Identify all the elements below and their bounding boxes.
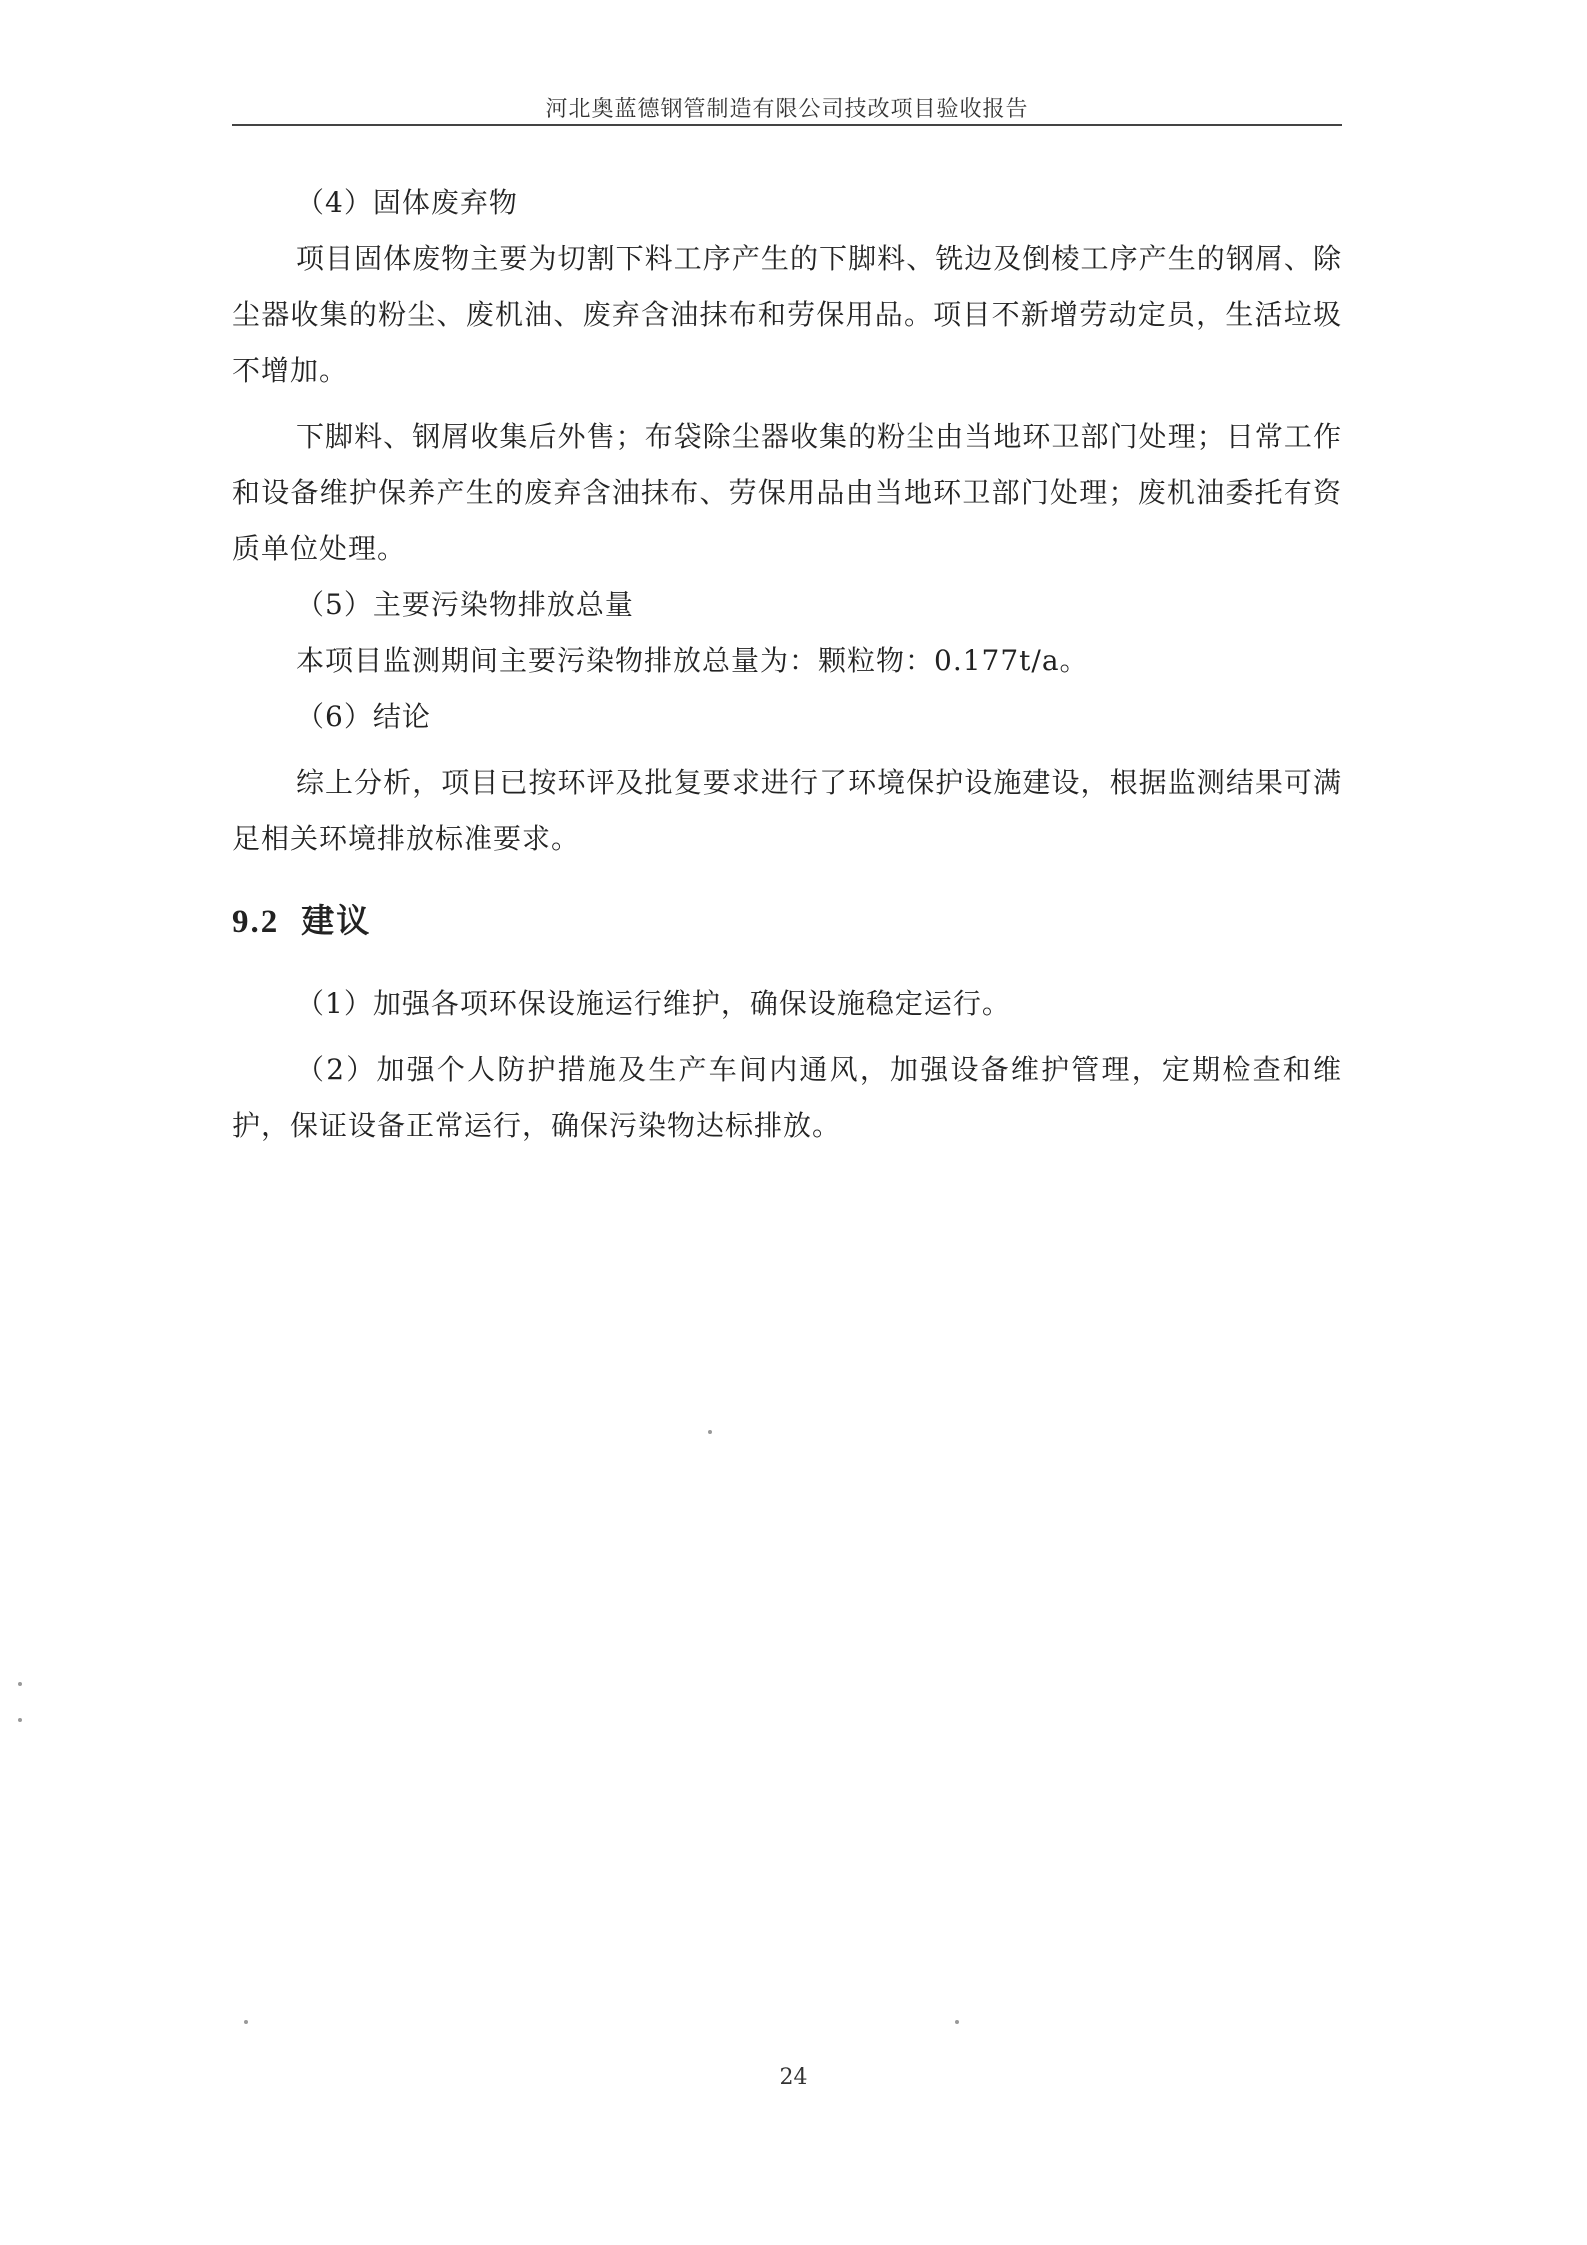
scan-speck	[244, 2020, 248, 2024]
conclusion-paragraph: 综上分析，项目已按环评及批复要求进行了环境保护设施建设，根据监测结果可满足相关环境排放标准要求。	[232, 766, 1342, 855]
section-title: 建议	[301, 901, 372, 940]
page-number: 24	[779, 2065, 808, 2090]
section-number: 9.2	[232, 904, 280, 940]
solid-waste-paragraph-1: 项目固体废物主要为切割下料工序产生的下脚料、铣边及倒棱工序产生的钢屑、除尘器收集的粉尘、废机油、废弃含油抹布和劳保用品。项目不新增劳动定员，生活垃圾不增加。	[232, 242, 1342, 387]
section-heading-9-2	[232, 891, 1342, 952]
solid-waste-heading: （4）固体废弃物	[296, 186, 518, 219]
suggestion-item-2: （2）加强个人防护措施及生产车间内通风，加强设备维护管理，定期检查和维护，保证设备正常运行，确保污染物达标排放。	[232, 1053, 1342, 1142]
scan-speck	[708, 1430, 712, 1434]
conclusion-heading: （6）结论	[296, 700, 431, 733]
suggestion-item-1: （1）加强各项环保设施运行维护，确保设施稳定运行。	[296, 987, 1011, 1020]
running-header: 河北奥蓝德钢管制造有限公司技改项目验收报告	[545, 97, 1029, 122]
header-divider	[232, 124, 1342, 126]
scan-speck	[18, 1718, 22, 1722]
total-emission-heading: （5）主要污染物排放总量	[296, 588, 634, 621]
page-body	[232, 175, 1342, 1154]
scan-speck	[18, 1682, 22, 1686]
scan-speck	[955, 2020, 959, 2024]
solid-waste-paragraph-2: 下脚料、钢屑收集后外售；布袋除尘器收集的粉尘由当地环卫部门处理；日常工作和设备维护保养产生的废弃含油抹布、劳保用品由当地环卫部门处理；废机油委托有资质单位处理。	[232, 420, 1342, 565]
total-emission-paragraph: 本项目监测期间主要污染物排放总量为：颗粒物：0.177t/a。	[296, 644, 1089, 677]
